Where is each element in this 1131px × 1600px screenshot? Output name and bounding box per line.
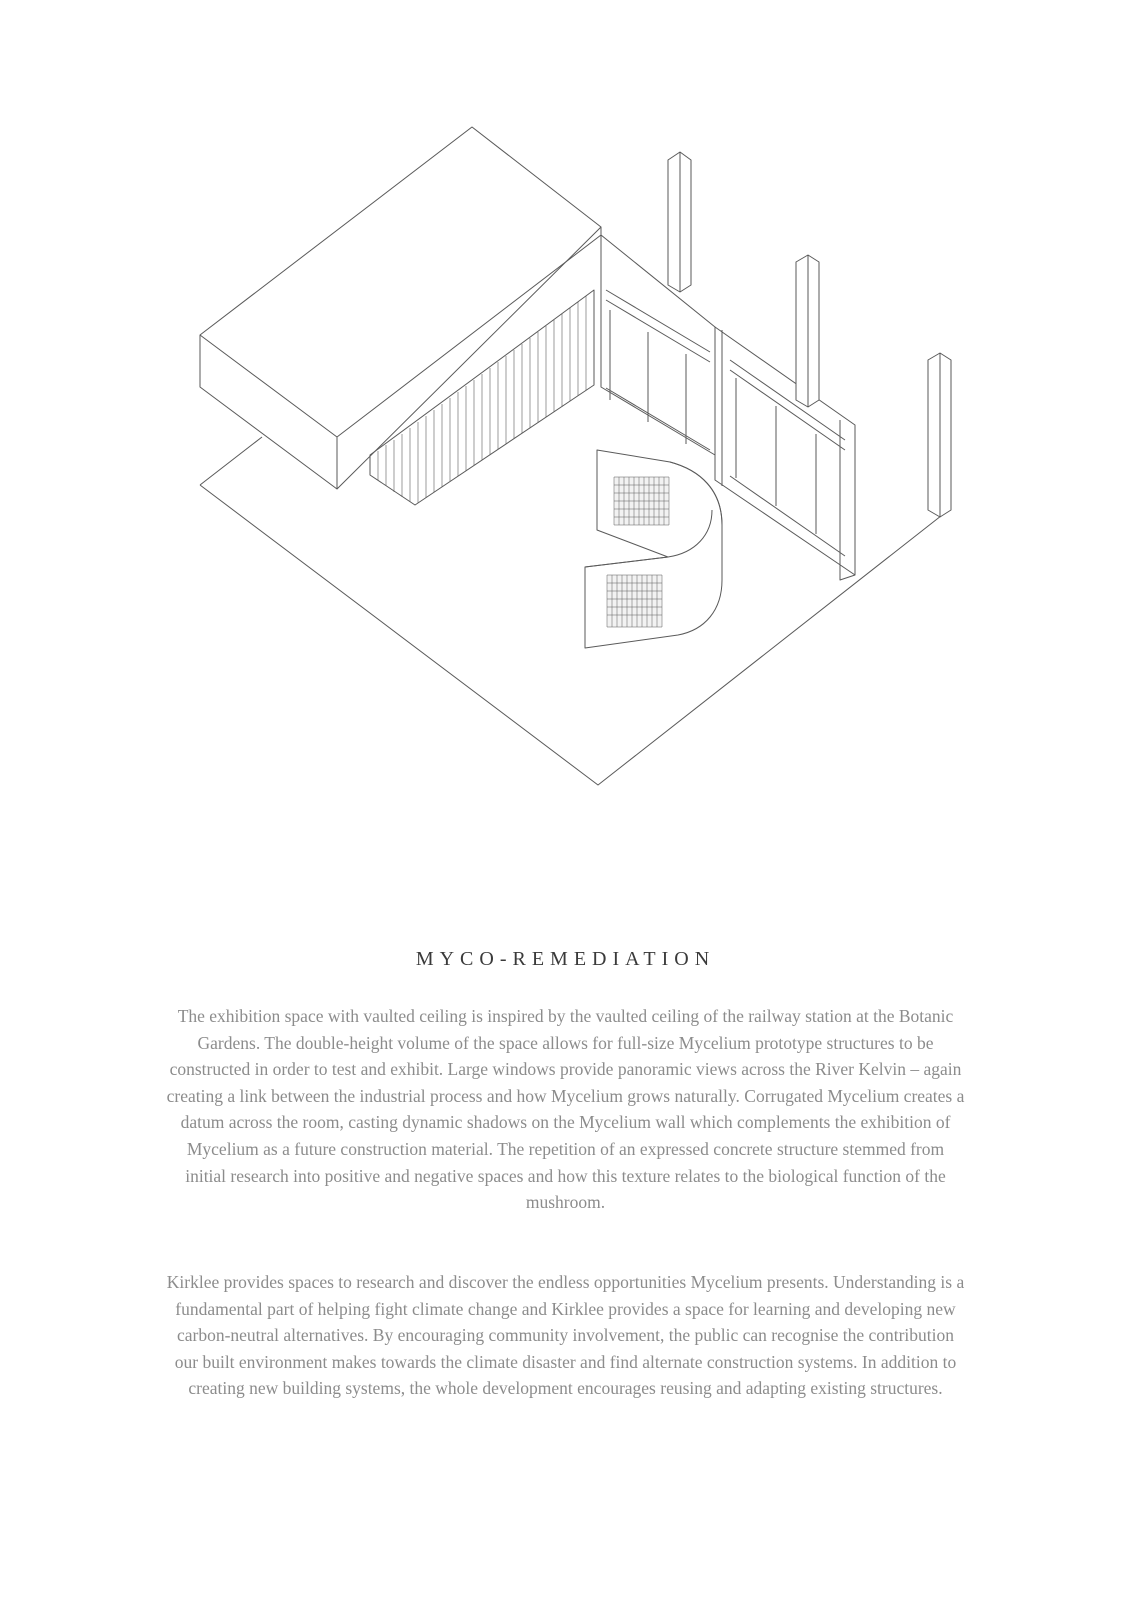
mycelium-panel-lower	[607, 575, 662, 627]
mycelium-panel-upper	[614, 477, 669, 525]
floor-slab	[200, 437, 946, 785]
body-paragraph-2: Kirklee provides spaces to research and discover the endless opportunities Mycelium presents. Understanding is a fundamental part of helping fight climate change and Kirklee provides a space for learning and developing new carbon-neutral alternatives. By encouraging community involvement, the public can recognise the contribution our built environment makes towards the climate disaster and find alternate construction systems. In addition to creating new building systems, the whole development encourages reusing and adapting existing structures.	[166, 1272, 965, 1399]
body-paragraph-1: The exhibition space with vaulted ceiling is inspired by the vaulted ceiling of the railway station at the Botanic Gardens. The double-height volume of the space allows for full-size Mycelium prototype structures to be constructed in order to test and exhibit. Large windows provide panoramic views across the River Kelvin – again creating a link between the industrial process and how Mycelium grows naturally. Corrugated Mycelium creates a datum across the room, casting dynamic shadows on the Mycelium wall which complements the exhibition of Mycelium as a future construction material. The repetition of an expressed concrete structure stemmed from initial research into positive and negative spaces and how this texture relates to the biological function of the mushroom.	[166, 1006, 965, 1213]
column-3	[928, 353, 951, 517]
page-title: MYCO-REMEDIATION	[415, 948, 716, 970]
back-wall	[601, 235, 715, 455]
right-wall	[715, 327, 855, 580]
column-1	[668, 152, 691, 292]
roof-volume	[200, 127, 601, 489]
column-2	[796, 255, 819, 407]
